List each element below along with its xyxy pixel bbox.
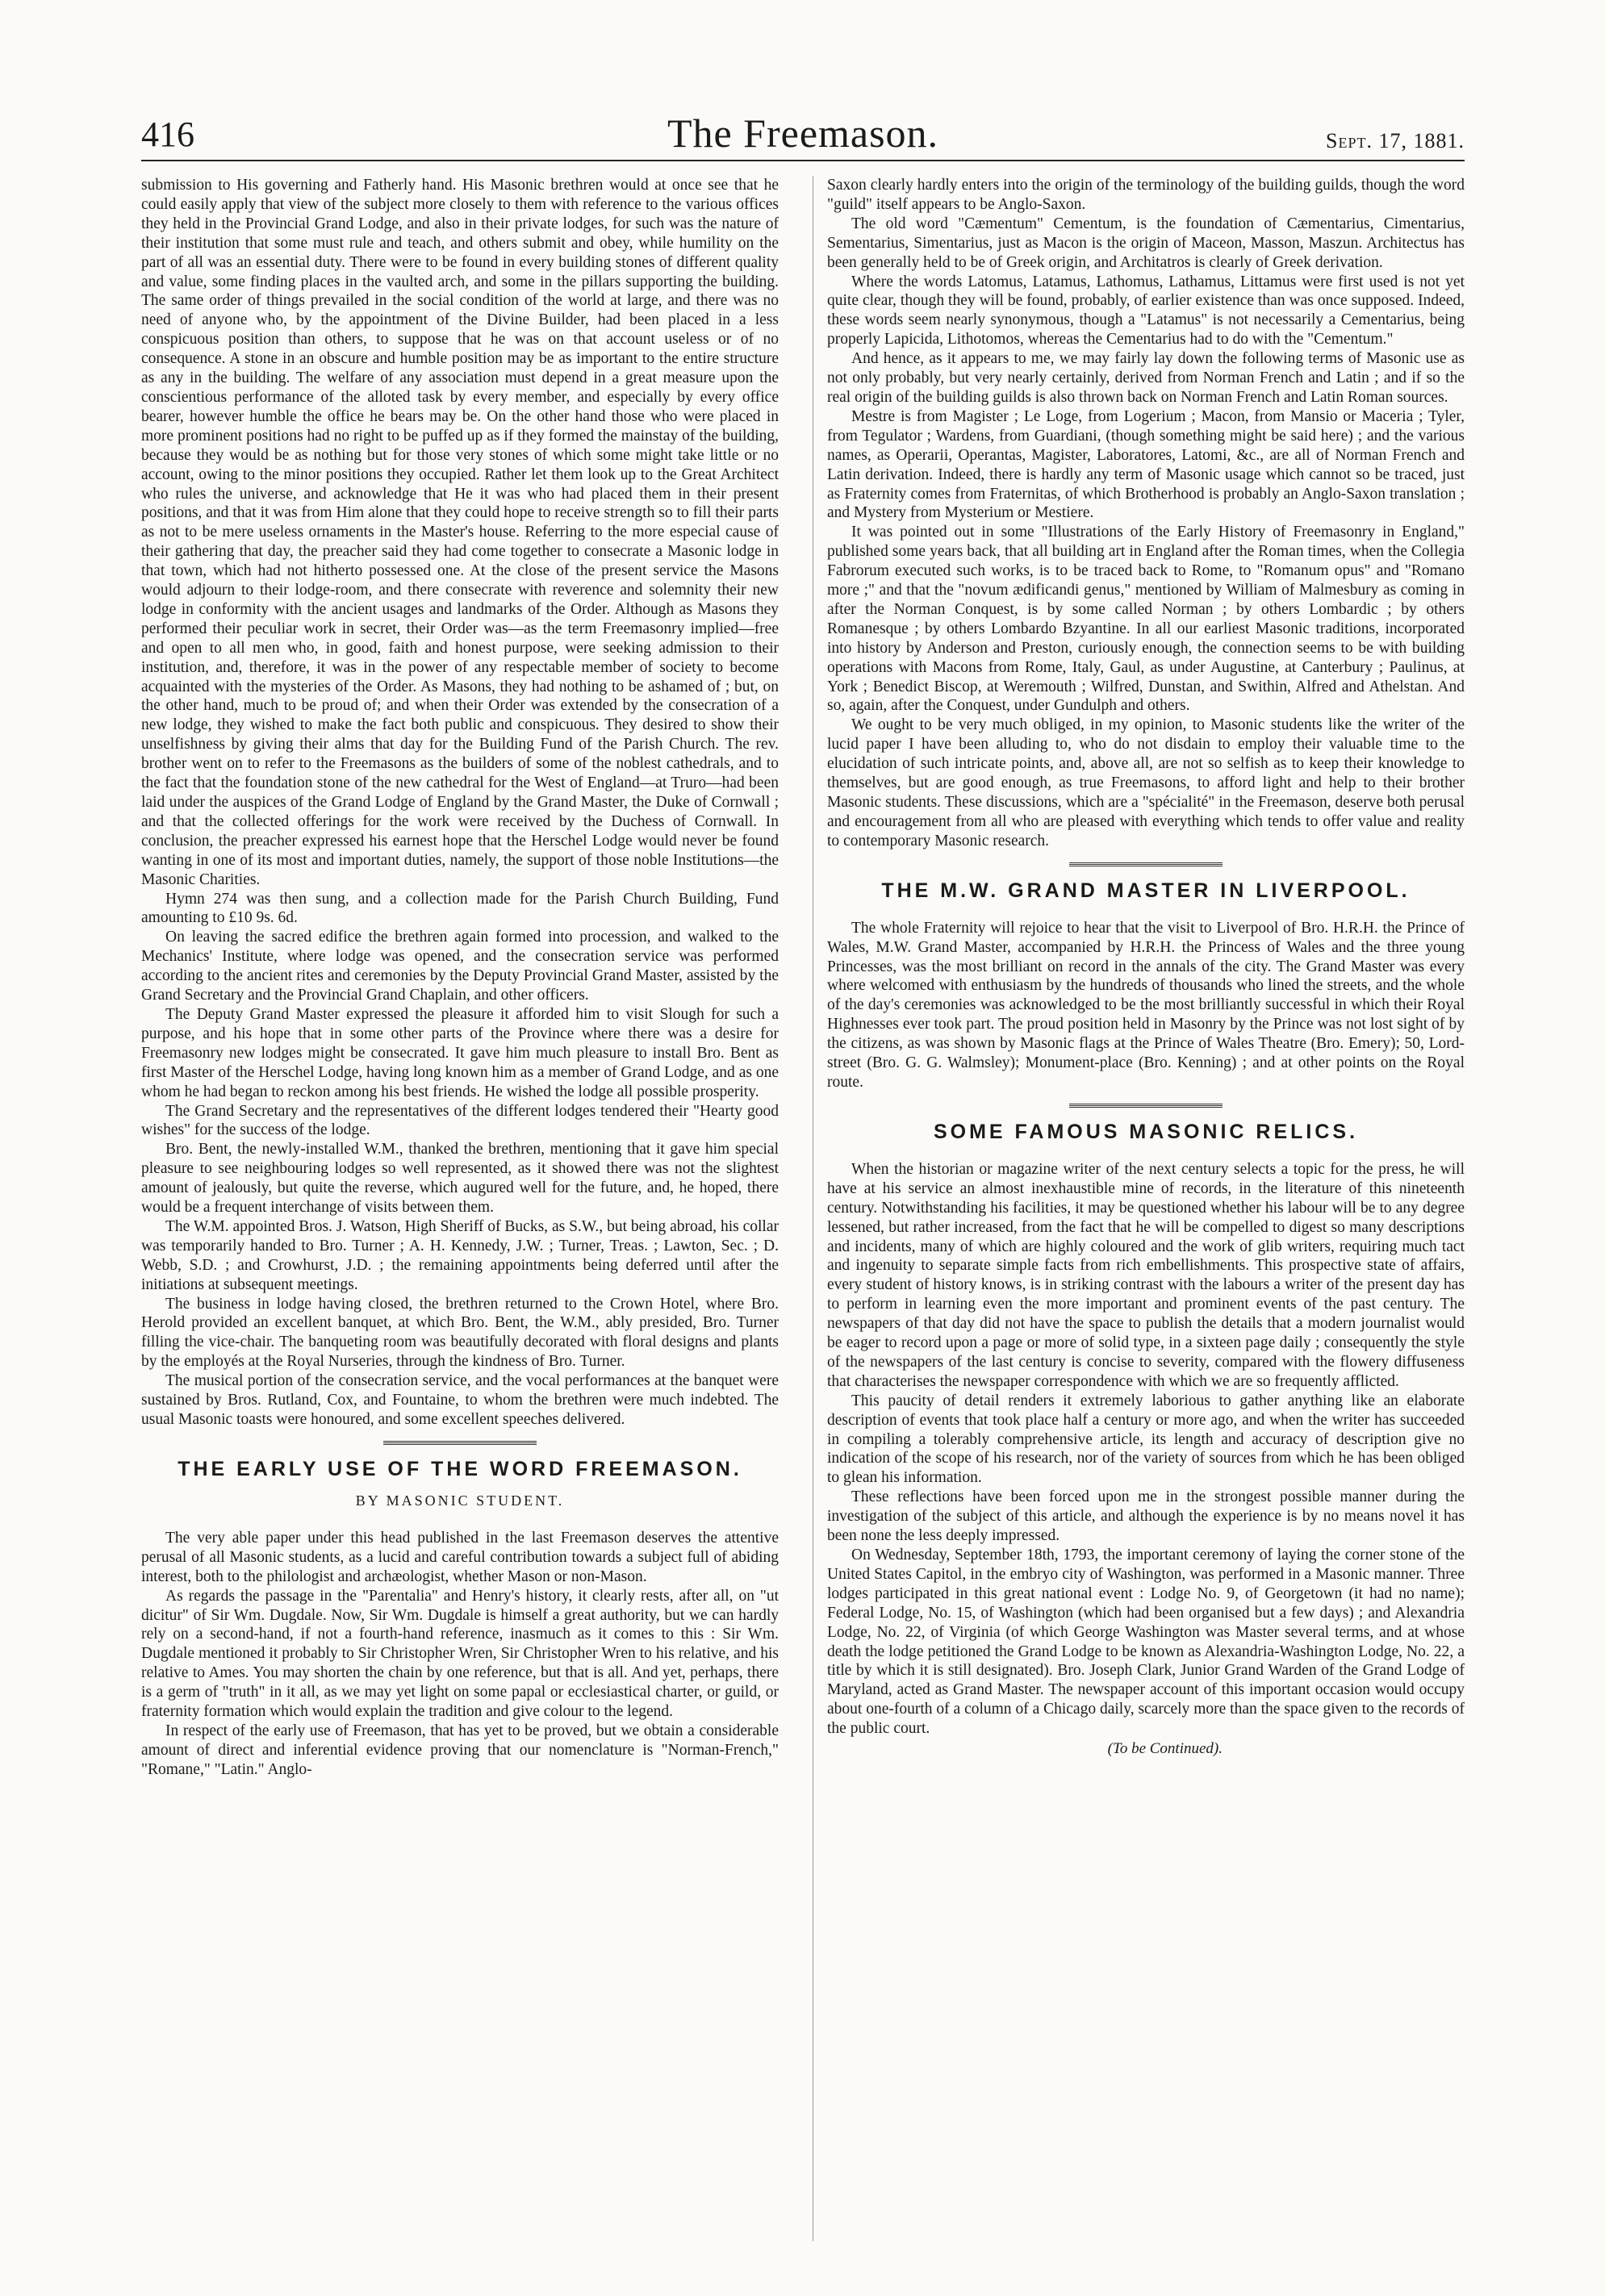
- article-paragraph: The Grand Secretary and the representatives of the different lodges tendered their "Hearty good wishes" for the success of the lodge.: [141, 1102, 779, 1139]
- section-separator: [1069, 862, 1223, 866]
- article-paragraph: It was pointed out in some "Illustrations of the Early History of Freemasonry in England," published some years back, that all building art in England after the Roman times, when the Collegia Fabrorum executed such works, is to be traced back to Rome, to "Romanum opus" and "Romano more ;" and that the "novum ædificandi genus," mentioned by William of Malmesbury as coming in after the Norman Conquest, is by some called Norman ; by others Lombardic ; by others Romanesque ; by others Lombardo Bzyantine. In all our earliest Masonic traditions, incorporated into history by Anderson and Preston, curiously enough, the connection seems to be with building operations with Macons from Rome, Italy, Gaul, as under Augustine, at Canterbury ; Paulinus, at York ; Benedict Biscop, at Weremouth ; Wilfred, Dunstan, and Swithin, Alfred and Athelstan. And so, again, after the Conquest, under Gundulph and others.: [827, 524, 1465, 715]
- section-separator: [383, 1441, 537, 1445]
- article-paragraph: The whole Fraternity will rejoice to hear that the visit to Liverpool of Bro. H.R.H. the Prince of Wales, M.W. Grand Master, accompanied by H.R.H. the Princess of Wales and the three young Princesses, was the most brilliant on record in the annals of the city. The Grand Master was every where welcomed with enthusiasm by the hundreds of thousands who lined the streets, and the whole of the day's ceremonies was acknowledged to be the most brilliantly successful in which their Royal Highnesses ever took part. The proud position held in Masonry by the Prince was not lost sight of by the citizens, as was shown by Masonic flags at the Prince of Wales Theatre (Bro. Emery); 50, Lord-street (Bro. G. G. Walmsley); Monument-place (Bro. Kenning) ; and at other points on the Royal route.: [827, 919, 1465, 1091]
- article-heading-grand-master: THE M.W. GRAND MASTER IN LIVERPOOL.: [881, 879, 1411, 902]
- article-paragraph: And hence, as it appears to me, we may fairly lay down the following terms of Masonic use as not only probably, but very nearly certainly, derived from Norman French and Latin ; and if so the real origin of the building guilds is also thrown back on Norman French and Latin Roman sources.: [827, 350, 1465, 406]
- article-paragraph: The very able paper under this head published in the last Freemason deserves the attentive perusal of all Masonic students, as a lucid and careful contribution towards a subject full of abiding interest, both to the philologist and archæologist, whether Mason or non-Mason.: [141, 1529, 779, 1585]
- issue-date: Sept. 17, 1881.: [1326, 129, 1465, 152]
- article-paragraph: On Wednesday, September 18th, 1793, the important ceremony of laying the corner stone of the United States Capitol, in the embryo city of Washington, was performed in a Masonic manner. Three lodges participated in this great national event : Lodge No. 9, of Georgetown (it had no name); Federal Lodge, No. 15, of Washington (which had been organised but a few days) ; and Alexandria Lodge, No. 22, of Virginia (of which George Washington was Master several terms, and at whose death the lodge petitioned the Grand Lodge to be known as Alexandria-Washington Lodge, No. 22, a title by which it is still designated). Bro. Joseph Clark, Junior Grand Warden of the Grand Lodge of Maryland, acted as Grand Master. The newspaper account of this important occasion would occupy about one-fourth of a column of a Chicago daily, scarcely more than the space given to the records of the public court.: [827, 1547, 1465, 1738]
- article-heading-early-use: THE EARLY USE OF THE WORD FREEMASON.: [178, 1457, 742, 1480]
- article-paragraph: We ought to be very much obliged, in my opinion, to Masonic students like the writer of the lucid paper I have been alluding to, who do not disdain to employ their valuable time to the elucidation of such intricate points, and, above all, are not so selfish as to keep their knowledge to themselves, but are good enough, as true Freemasons, to afford light and help to their brother Masonic students. These discussions, which are a "spécialité" in the Freemason, deserve both perusal and encouragement from all who are pleased with everything which tends to offer value and reality to contemporary Masonic research.: [827, 716, 1465, 850]
- article-paragraph: Hymn 274 was then sung, and a collection made for the Parish Church Building, Fund amounting to £10 9s. 6d.: [141, 890, 779, 927]
- article-paragraph: On leaving the sacred edifice the brethren again formed into procession, and walked to the Mechanics' Institute, where lodge was opened, and the consecration service was performed according to the ancient rites and ceremonies by the Deputy Provincial Grand Master, assisted by the Grand Secretary and the Provincial Grand Chaplain, and other officers.: [141, 929, 779, 1004]
- article-paragraph: submission to His governing and Fatherly hand. His Masonic brethren would at once see that he could easily apply that view of the subject more closely to them with reference to the various offices they held in the Provincial Grand Lodge, and also in their private lodges, for such was the nature of their institution that some must rule and teach, and others submit and obey, while humility on the part of all was an essential duty. There were to be found in every building stones of different quality and value, some finding places in the vaulted arch, and some in the pillars supporting the building. The same order of things prevailed in the social condition of the world at large, and there was no need of anyone who, by the appointment of the Divine Builder, had been placed in a less conspicuous position than others, to suppose that he was on that account useless or of no consequence. A stone in an obscure and humble position may be as important to the entire structure as any in the building. The welfare of any association must depend in a great measure upon the conscientious performance of the alloted task by every member, and especially by every office bearer, however humble the office he bears may be. On the other hand those who were placed in more prominent positions had no right to be puffed up as if they formed the mainstay of the building, because they would be as nothing but for those very stones of which some might take little or no account, owing to the minor positions they occupied. Rather let them look up to the Great Architect who rules the universe, and acknowledge that He it was who had placed them in their present positions, and that it was from Him alone that they could hope to receive strength so to fill their parts as not to be mere useless ornaments in the Master's house. Referring to the more especial cause of their gathering that day, the preacher said they had come together to consecrate a Masonic lodge in that town, which had not hitherto possessed one. At the close of the present service the Masons would adjourn to their lodge-room, and there consecrate with reverence and solemnity their new lodge in conformity with the ancient usages and landmarks of the Order. Although as Masons they performed their peculiar work in secret, their Order was—as the term Freemasonry implied—free and open to all men who, in good, faith and honest purpose, were seeking admission to their institution, and, therefore, it was in the power of any respectable member of society to become acquainted with the mysteries of the Order. As Masons, they had nothing to be ashamed of ; but, on the other hand, much to be proud of; and when their Order was extended by the consecration of a new lodge, they wished to make the fact both public and conspicuous. They desired to show their unselfishness by giving their alms that day for the Building Fund of the Parish Church. The rev. brother went on to refer to the Freemasons as the builders of some of the noblest cathedrals, and to the fact that the foundation stone of the new cathedral for the West of England—at Truro—had been laid under the auspices of the Grand Lodge of England by the Grand Master, the Duke of Cornwall ; and that the collected offerings for the work were received by the Duchess of Cornwall. In conclusion, the preacher expressed his earnest hope that the Herschel Lodge would never be found wanting in one of its most and important duties, namely, the support of those noble Institutions—the Masonic Charities.: [141, 177, 779, 888]
- left-column: [141, 176, 779, 2257]
- article-paragraph: These reflections have been forced upon me in the strongest possible manner during the investigation of the subject of this article, and although the experience is by no means novel it has been none the less deeply impressed.: [827, 1488, 1465, 1545]
- article-paragraph: Where the words Latomus, Latamus, Lathomus, Lathamus, Littamus were first used is not yet quite clear, though they will be found, probably, of earlier existence than was once supposed. Indeed, these words seem nearly synonymous, though a "Latamus" is not necessarily a Cementarius, being properly Lapicida, Lithotomos, whereas the Cementarius had to do with the "Cementum.": [827, 273, 1465, 349]
- article-paragraph: Mestre is from Magister ; Le Loge, from Logerium ; Macon, from Mansio or Maceria ; Tyler, from Tegulator ; Wardens, from Guardiani, (though something might be said here) ; and the various names, as Operarii, Operantas, Magister, Laboratores, Latomi, &c., are all of Norman French and Latin derivation. Indeed, there is hardly any term of Masonic usage which cannot so be traced, just as Fraternity comes from Fraternitas, of which Brotherhood is probably an Anglo-Saxon translation ; and Mystery from Mysterium or Mestiere.: [827, 407, 1465, 522]
- page-header: [141, 113, 1465, 161]
- article-paragraph: The business in lodge having closed, the brethren returned to the Crown Hotel, where Bro. Herold provided an excellent banquet, at which Bro. Bent, the W.M., ably presided, Bro. Turner filling the vice-chair. The banqueting room was beautifully decorated with floral designs and plants by the employés at the Royal Nurseries, through the kindness of Bro. Turner.: [141, 1295, 779, 1371]
- article-paragraph: In respect of the early use of Freemason, that has yet to be proved, but we obtain a considerable amount of direct and inferential evidence proving that our nomenclature is "Norman-French," "Romane," "Latin." Anglo-: [141, 1722, 779, 1778]
- article-heading-masonic-relics: SOME FAMOUS MASONIC RELICS.: [933, 1120, 1359, 1143]
- article-paragraph: As regards the passage in the "Parentalia" and Henry's history, it clearly rests, after all, on "ut dicitur" of Sir Wm. Dugdale. Now, Sir Wm. Dugdale is himself a great authority, but we can hardly rely on a second-hand, if not a fourth-hand reference, inasmuch as it comes to this : Sir Wm. Dugdale mentioned it probably to Sir Christopher Wren, Sir Christopher Wren to his relative, and his relative to Ames. You may shorten the chain by one reference, but that is all. And yet, perhaps, there is a germ of "truth" in it all, as we may yet light on some papal or ecclesiastical charter, or guild, or fraternity formation which would explain the tradition and give colour to the legend.: [141, 1587, 779, 1721]
- to-be-continued: (To be Continued).: [1107, 1740, 1223, 1758]
- article-paragraph: This paucity of detail renders it extremely laborious to gather anything like an elaborate description of events that took place half a century or more ago, and when the writer has succeeded in compiling a tolerably comprehensive article, its length and accuracy of description give no indication of the scope of his research, nor of the variety of sources from which he has been obliged to glean his information.: [827, 1392, 1465, 1487]
- article-paragraph: Saxon clearly hardly enters into the origin of the terminology of the building guilds, though the word "guild" itself appears to be Anglo-Saxon.: [827, 177, 1465, 213]
- article-paragraph: When the historian or magazine writer of the next century selects a topic for the press, he will have at his service an almost inexhaustible mine of records, in the literature of this nineteenth century. Notwithstanding his facilities, it may be questioned whether his labour will be to any degree lessened, but rather increased, from the fact that he will be compelled to digest so many descriptions and incidents, many of which are highly coloured and the work of glib writers, requiring much tact and ingenuity to separate simple facts from rich embellishments. This prospective state of affairs, every student of history knows, is in striking contrast with the labours a writer of the present day has to perform in learning even the more important and prominent events of the past century. The newspapers of that day did not have the space to publish the details that a modern journalist would be eager to record upon a page or more of solid type, in a sixteen page daily ; consequently the style of the newspapers of the last century is concise to severity, compared with the flowery diffuseness that characterises the newspaper correspondence with which we are so frequently afflicted.: [827, 1160, 1465, 1390]
- masthead-title: The Freemason.: [667, 111, 939, 156]
- section-separator: [1069, 1104, 1223, 1108]
- article-paragraph: The old word "Cæmentum" Cementum, is the foundation of Cæmentarius, Cimentarius, Sementarius, Simentarius, just as Macon is the origin of Maceon, Masson, Maszun. Architectus has been generally held to be of Greek origin, and Architatros is clearly of Greek derivation.: [827, 215, 1465, 271]
- article-paragraph: Bro. Bent, the newly-installed W.M., thanked the brethren, mentioning that it gave him special pleasure to see neighbouring lodges so well represented, as it showed there was not the slightest amount of jealously, but quite the reverse, which augured well for the future, and, he hoped, there would be a frequent interchange of visits between them.: [141, 1141, 779, 1217]
- article-byline: BY MASONIC STUDENT.: [355, 1492, 565, 1509]
- page-number: 416: [141, 115, 194, 154]
- right-column: [827, 176, 1465, 2257]
- article-paragraph: The Deputy Grand Master expressed the pleasure it afforded him to visit Slough for such a purpose, and his hope that in some other parts of the Province where there was a desire for Freemasonry new lodges might be consecrated. It gave him much pleasure to install Bro. Bent as first Master of the Herschel Lodge, having long known him as a member of Grand Lodge, and as one whom he had began to reckon among his best friends. He wished the lodge all possible prosperity.: [141, 1005, 779, 1100]
- article-paragraph: The W.M. appointed Bros. J. Watson, High Sheriff of Bucks, as S.W., but being abroad, his collar was temporarily handed to Bro. Turner ; A. H. Kennedy, J.W. ; Turner, Treas. ; Lawton, Sec. ; D. Webb, S.D. ; and Crowhurst, J.D. ; the remaining appointments being deferred until after the initiations at subsequent meetings.: [141, 1217, 779, 1293]
- article-paragraph: The musical portion of the consecration service, and the vocal performances at the banquet were sustained by Bros. Rutland, Cox, and Fountaine, to whom the brethren were much indebted. The usual Masonic toasts were honoured, and some excellent speeches delivered.: [141, 1372, 779, 1428]
